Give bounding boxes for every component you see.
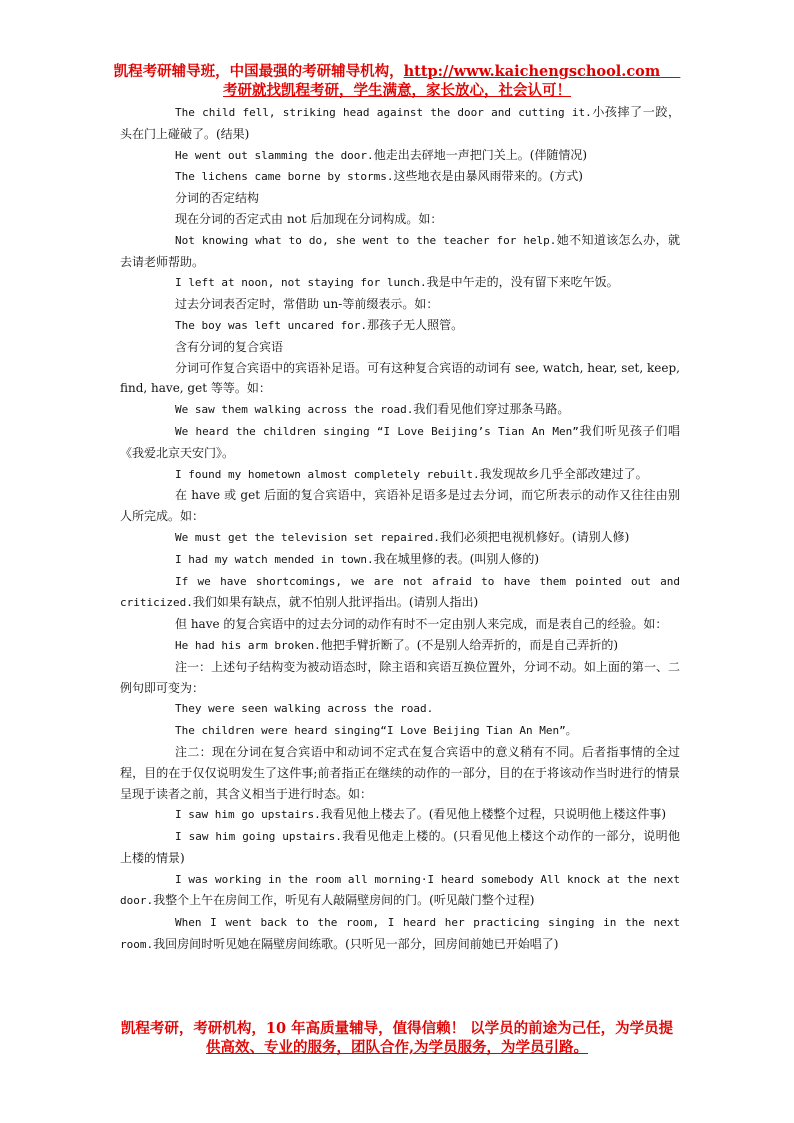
english-sentence: I saw him going upstairs.	[175, 830, 342, 844]
page-footer	[0, 1019, 794, 1057]
english-sentence: We heard the children singing “I Love Beijing’s Tian An Men”	[175, 424, 579, 438]
chinese-text: 我们必须把电视机修好。(请别人修)	[439, 529, 630, 544]
chinese-text: 他走出去砰地一声把门关上。(伴随情况)	[373, 147, 588, 162]
paragraph	[120, 315, 680, 337]
chinese-text: 我是中午走的，没有留下来吃午饭。	[426, 275, 619, 290]
chinese-text: 分词可作复合宾语中的宾语补足语。可有这种复合宾语的动词有 see, watch, hear, set, keep, find, have, get 等等。如：	[120, 360, 680, 396]
paragraph	[120, 145, 680, 167]
paragraph	[120, 869, 680, 913]
chinese-text: 小孩摔了一跤，头在门上碰破了。(结果)	[120, 105, 680, 141]
paragraph	[120, 742, 680, 804]
paragraph	[120, 230, 680, 273]
english-sentence: The lichens came borne by storms.	[175, 170, 394, 184]
header-url-link[interactable]: http://www.kaichengschool.com	[403, 63, 661, 80]
footer-slogan-1: 凯程考研，考研机构，10 年高质量辅导，值得信赖！ 以学员的前途为己任，为学员提	[120, 1020, 674, 1037]
paragraph	[120, 102, 680, 145]
english-sentence: I found my hometown almost completely rebuilt.	[175, 467, 480, 481]
chinese-text: 我发现故乡几乎全部改建过了。	[479, 466, 648, 481]
english-sentence: I had my watch mended in town.	[175, 552, 374, 566]
chinese-text: 他把手臂折断了。(不是别人给弄折的，而是自己弄折的)	[320, 637, 619, 652]
english-sentence: They were seen walking across the road.	[175, 702, 434, 716]
paragraph	[120, 614, 680, 635]
chinese-text: 我回房间时听见她在隔壁房间练歌。(只听见一部分，回房间前她已开始唱了)	[153, 937, 559, 952]
chinese-text: 那孩子无人照管。	[367, 317, 464, 332]
english-sentence: The children were heard singing“I Love Beijing Tian An Men”。	[175, 724, 577, 738]
chinese-text: 我在城里修的表。(叫别人修的)	[373, 551, 540, 566]
english-sentence: I was working in the room all morning·I heard somebody All knock at the next door.	[120, 872, 680, 908]
paragraph	[120, 421, 680, 464]
english-sentence: When I went back to the room, I heard her practicing singing in the next room.	[120, 916, 680, 952]
english-sentence: If we have shortcomings, we are not afraid to have them pointed out and criticized.	[120, 574, 680, 610]
document-body	[120, 102, 680, 956]
chinese-text: 注一：上述句子结构变为被动语态时，除主语和宾语互换位置外，分词不动。如上面的第一、二例句即可变为：	[120, 659, 680, 695]
header-slogan-1: 凯程考研辅导班，中国最强的考研辅导机构，	[113, 63, 404, 80]
chinese-text: 我整个上午在房间工作，听见有人敲隔壁房间的门。(听见敲门整个过程)	[153, 893, 535, 908]
chinese-text: 但 have 的复合宾语中的过去分词的动作有时不一定由别人来完成，而是表自己的经验。如：	[175, 617, 668, 632]
chinese-text: 含有分词的复合宾语	[175, 339, 284, 354]
english-sentence: Not knowing what to do, she went to the teacher for help.	[175, 233, 557, 247]
chinese-text: 她不知道该怎么办，就去请老师帮助。	[120, 232, 680, 269]
paragraph	[120, 399, 680, 421]
english-sentence: He had his arm broken.	[175, 638, 321, 652]
chinese-text: 在 have 或 get 后面的复合宾语中，宾语补足语多是过去分词，而它所表示的动作又往往由别人所完成。如：	[120, 488, 680, 524]
chinese-text: 这些地衣是由暴风雨带来的。(方式)	[393, 169, 583, 184]
paragraph	[120, 464, 680, 486]
english-sentence: The boy was left uncared for.	[175, 318, 368, 332]
paragraph	[120, 912, 680, 956]
paragraph	[120, 549, 680, 571]
chinese-text: 注二：现在分词在复合宾语中和动词不定式在复合宾语中的意义稍有不同。后者指事情的全过程，目的在于仅仅说明发生了这件事;前者指正在继续的动作的一部分，目的在于将该动作当时进行的情景呈现于读者之前，其含义相当于进行时态。如：	[120, 744, 680, 801]
chinese-text: 我看见他走上楼的。(只看见他上楼这个动作的一部分，说明他上楼的情景)	[120, 829, 680, 865]
header-slogan-2: 考研就找凯程考研，学生满意，家长放心，社会认可！	[223, 82, 571, 99]
english-sentence: I left at noon, not staying for lunch.	[175, 276, 427, 290]
paragraph	[120, 294, 680, 315]
paragraph	[120, 698, 680, 720]
chinese-text: 我们如果有缺点，就不怕别人批评指出。(请别人指出)	[192, 595, 479, 610]
paragraph	[120, 272, 680, 294]
paragraph	[120, 166, 680, 188]
chinese-text: 我们听见孩子们唱《我爱北京天安门》。	[120, 423, 680, 460]
paragraph	[120, 337, 680, 358]
paragraph	[120, 527, 680, 549]
paragraph	[120, 209, 680, 230]
english-sentence: I saw him go upstairs.	[175, 808, 321, 822]
english-sentence: We must get the television set repaired.	[175, 530, 440, 544]
paragraph	[120, 804, 680, 826]
english-sentence: We saw them walking across the road.	[175, 403, 414, 417]
page-header	[0, 62, 794, 100]
chinese-text: 现在分词的否定式由 not 后加现在分词构成。如：	[175, 211, 443, 226]
paragraph	[120, 188, 680, 209]
paragraph	[120, 826, 680, 869]
paragraph	[120, 571, 680, 615]
english-sentence: The child fell, striking head against the door and cutting it.	[175, 106, 592, 119]
paragraph	[120, 720, 680, 742]
footer-slogan-2: 供高效、专业的服务，团队合作,为学员服务，为学员引路。	[205, 1039, 589, 1056]
paragraph	[120, 657, 680, 699]
chinese-text: 我看见他上楼去了。(看见他上楼整个过程，只说明他上楼这件事)	[320, 807, 667, 822]
paragraph	[120, 485, 680, 527]
chinese-text: 过去分词表否定时，常借助 un-等前缀表示。如：	[175, 297, 439, 312]
chinese-text: 分词的否定结构	[175, 191, 260, 206]
chinese-text: 我们看见他们穿过那条马路。	[413, 402, 570, 417]
paragraph	[120, 635, 680, 657]
english-sentence: He went out slamming the door.	[175, 148, 374, 162]
paragraph	[120, 358, 680, 400]
